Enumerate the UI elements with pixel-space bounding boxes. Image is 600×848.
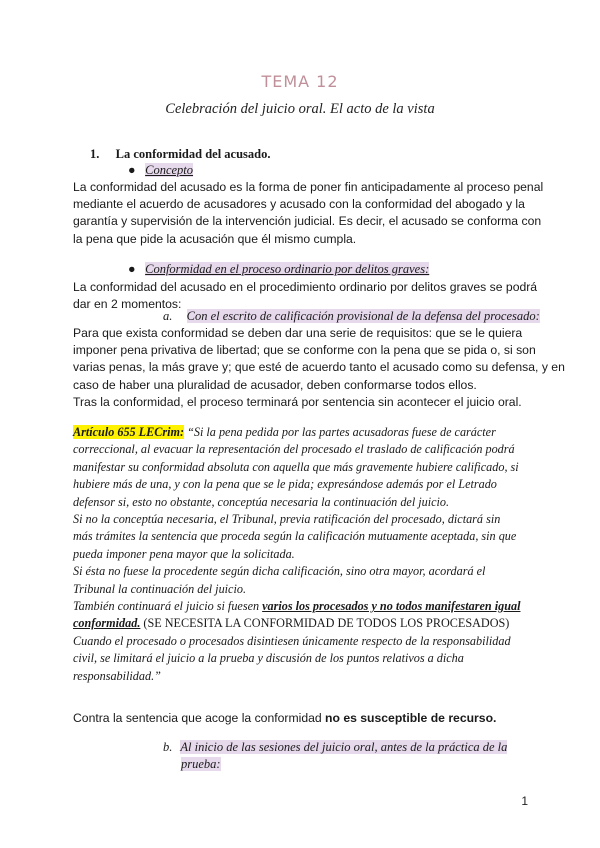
tambien-line: [73, 598, 529, 615]
requisitos-paragraph: [73, 325, 565, 411]
sub-item-letter: b.: [163, 740, 173, 754]
text-line: dar en 2 momentos:: [73, 297, 182, 312]
text-span: También continuará el juicio si fuesen: [73, 599, 263, 614]
contra-paragraph: [73, 710, 529, 727]
text-line: caso de haber una pluralidad de acusador, deben conformarse todos ellos.: [73, 377, 477, 392]
text-line: responsabilidad.”: [73, 668, 161, 683]
text-line: mediante el acuerdo de acusadores y acusado con la conformidad del abogado y la: [73, 197, 525, 212]
text-line: La conformidad del acusado es la forma de poner fin anticipadamente al proceso penal: [73, 180, 544, 194]
text-line: Cuando el procesado o procesados disintiesen únicamente respecto de la responsabilidad: [73, 633, 511, 648]
emphasis-text: varios los procesados y no todos manifestaren igual: [262, 599, 521, 614]
text-line: varias penas, la más grave y; que esté de acuerdo tanto el acusado como su defensa, y en: [73, 360, 565, 375]
text-line: Si no la conceptúa necesaria, el Tribunal, previa ratificación del procesado, dictará sin: [73, 512, 501, 527]
text-line: la pena que pide la acusación que él mismo cumpla.: [73, 231, 357, 246]
bullet-dot: ●: [128, 262, 136, 276]
emphasis-text: no es susceptible de recurso.: [325, 711, 497, 725]
text-line: imponer pena privativa de libertad; que se conforme con la pena que se pida o, si son: [73, 343, 536, 358]
articulo-quote: [73, 424, 529, 685]
bullet-dot: ●: [128, 163, 136, 177]
concepto-paragraph: [73, 179, 544, 248]
text-line: garantía y supervisión de la intervención judicial. Es decir, el acusado se conforma con: [73, 214, 542, 229]
sub-item-text: Con el escrito de calificación provisional de la defensa del procesado:: [186, 309, 540, 323]
sub-item-text: Al inicio de las sesiones del juicio oral, antes de la práctica de la: [180, 740, 508, 754]
sub-item-b-line: [163, 739, 531, 756]
text-line: hubiere más de una, y con la pena que se le pida; expresándose además por el Letrado: [73, 477, 497, 492]
contra-line: [73, 710, 529, 727]
text-line: Tribunal la continuación del juicio.: [73, 581, 246, 596]
sub-item-b: [163, 739, 531, 773]
note-text: (SE NECESITA LA CONFORMIDAD DE TODOS LOS PROCESADOS): [140, 616, 510, 631]
bullet-ordinario: [128, 262, 429, 277]
text-span: “Si la pena pedida por las partes acusadoras fuese de carácter: [184, 425, 496, 439]
section-heading-text: La conformidad del acusado.: [115, 147, 271, 161]
text-line: pueda imponer pena mayor que la solicitada.: [73, 546, 295, 561]
sub-item-letter: a.: [163, 309, 173, 323]
articulo-first-line: [73, 424, 529, 441]
page-subtitle: Celebración del juicio oral. El acto de la vista: [165, 101, 435, 117]
articulo-label: Artículo 655 LECrim:: [73, 425, 185, 439]
text-line: defensor si, esto no obstante, conceptúa necesaria la continuación del juicio.: [73, 494, 450, 509]
text-line: más trámites la sentencia que proceda según la calificación mutuamente aceptada, sin que: [73, 529, 517, 544]
sub-item-text: prueba:: [181, 757, 221, 771]
text-line: Tras la conformidad, el proceso terminará por sentencia sin acontecer el juicio oral.: [73, 394, 522, 409]
text-line: La conformidad del acusado en el procedimiento ordinario por delitos graves se podrá: [73, 280, 538, 294]
emphasis-text: conformidad.: [73, 616, 141, 631]
text-line: manifestar su conformidad absoluta con aquella que más gravemente hubiere calificado, si: [73, 459, 519, 474]
text-line: Para que exista conformidad se deben dar una serie de requisitos: que se le quiera: [73, 326, 523, 340]
conformidad-line: [73, 615, 529, 632]
text-line: Si ésta no fuese la procedente según dicha calificación, sino otra mayor, acordará el: [73, 564, 486, 579]
section-heading: [90, 147, 271, 162]
text-span: Contra la sentencia que acoge la conformidad: [73, 711, 326, 725]
page-title: TEMA 12: [261, 72, 339, 91]
section-number: 1.: [90, 147, 100, 161]
sub-item-a: [163, 309, 540, 324]
sub-item-b-line: [163, 756, 531, 773]
page-number: 1: [521, 794, 528, 808]
text-line: correccional, al evacuar la representación del procesado el traslado de calificación podrá: [73, 442, 515, 457]
bullet-concepto-text: Concepto: [145, 163, 194, 177]
bullet-concepto: [128, 163, 193, 178]
text-line: civil, se limitará el juicio a la prueba y discusión de los puntos relativos a dicha: [73, 651, 464, 666]
bullet-ordinario-text: Conformidad en el proceso ordinario por delitos graves:: [145, 262, 430, 276]
